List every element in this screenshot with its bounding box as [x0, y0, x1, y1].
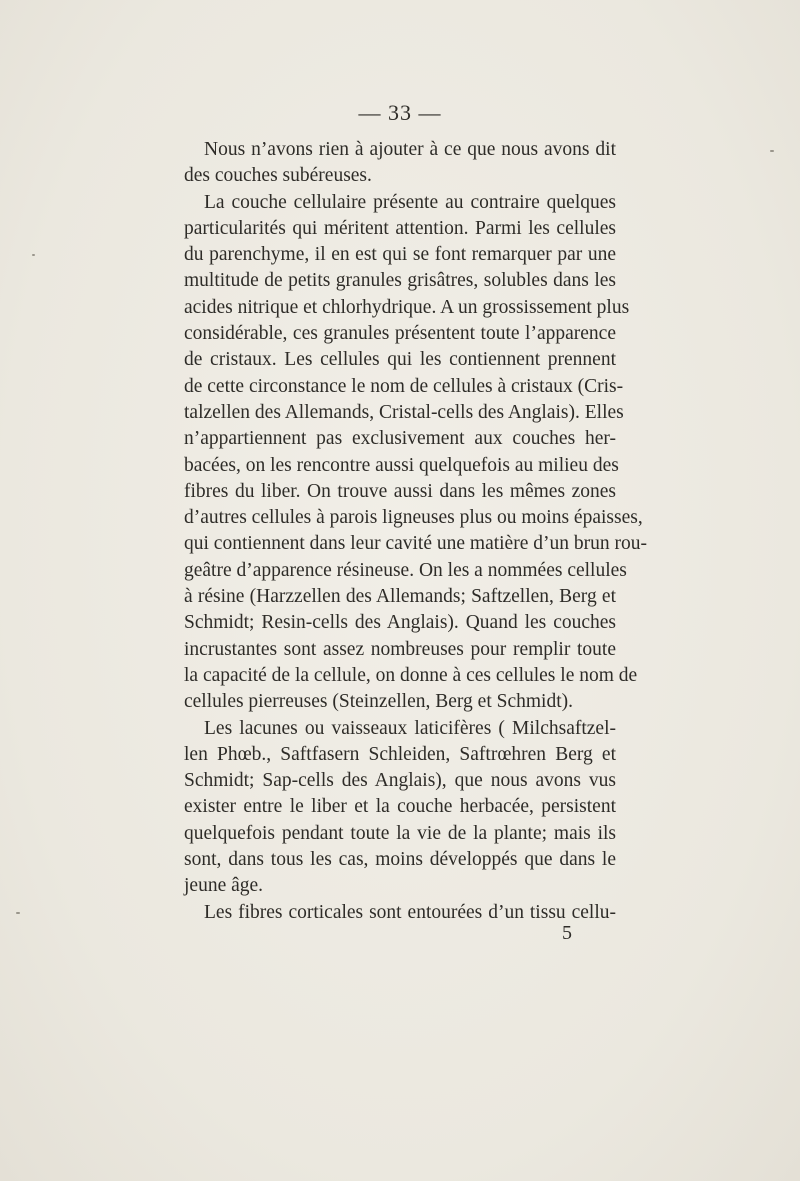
signature-mark: 5 — [562, 922, 572, 944]
text-line: len Phœb., Saftfasern Schleiden, Saftrœhren Berg et — [184, 743, 616, 765]
text-line: Les fibres corticales sont entourées d’un tissu cellu- — [204, 901, 616, 923]
text-line: jeune âge. — [184, 875, 264, 897]
page-number: — 33 — — [358, 100, 442, 125]
text-line: La couche cellulaire présente au contraire quelques — [204, 191, 616, 213]
text-line: bacées, on les rencontre aussi quelquefois au milieu des — [184, 454, 619, 476]
text-line: acides nitrique et chlorhydrique. A un grossissement plus — [184, 296, 630, 318]
text-line: sont, dans tous les cas, moins développés que dans le — [184, 849, 616, 871]
text-line: Les lacunes ou vaisseaux laticifères ( Milchsaftzel- — [204, 717, 616, 739]
text-line: multitude de petits granules grisâtres, solubles dans les — [184, 270, 616, 292]
text-line: qui contiennent dans leur cavité une matière d’un brun rou- — [184, 533, 647, 555]
text-line: quelquefois pendant toute la vie de la plante; mais ils — [184, 822, 616, 844]
text-line: Schmidt; Resin-cells des Anglais). Quand les couches — [184, 612, 616, 634]
text-line: du parenchyme, il en est qui se font remarquer par une — [184, 244, 616, 266]
text-line: de cristaux. Les cellules qui les contiennent prennent — [184, 349, 616, 371]
text-line: Schmidt; Sap-cells des Anglais), que nous avons vus — [184, 770, 616, 792]
text-line: n’appartiennent pas exclusivement aux couches her- — [184, 428, 616, 450]
text-line: talzellen des Allemands, Cristal-cells des Anglais). Elles — [184, 401, 624, 423]
text-line: Nous n’avons rien à ajouter à ce que nous avons dit — [204, 139, 616, 160]
text-line: de cette circonstance le nom de cellules à cristaux (Cris- — [184, 375, 624, 397]
text-line: considérable, ces granules présentent toute l’apparence — [184, 323, 616, 345]
paper-speck — [16, 912, 20, 914]
paper-speck — [770, 150, 774, 152]
text-line: particularités qui méritent attention. Parmi les cellules — [184, 217, 616, 239]
body-text — [184, 137, 647, 926]
text-line: à résine (Harzzellen des Allemands; Saftzellen, Berg et — [184, 586, 616, 608]
text-line: d’autres cellules à parois ligneuses plus ou moins épaisses, — [184, 507, 643, 529]
text-line: geâtre d’apparence résineuse. On les a nommées cellules — [184, 559, 627, 581]
paper-speck — [32, 254, 35, 256]
text-line: fibres du liber. On trouve aussi dans les mêmes zones — [184, 480, 616, 502]
text-line: des couches subéreuses. — [184, 165, 372, 187]
text-line: exister entre le liber et la couche herbacée, persistent — [184, 796, 616, 818]
text-line: la capacité de la cellule, on donne à ces cellules le nom de — [184, 664, 638, 686]
text-line: cellules pierreuses (Steinzellen, Berg et Schmidt). — [184, 691, 573, 713]
text-line: incrustantes sont assez nombreuses pour remplir toute — [184, 638, 616, 660]
